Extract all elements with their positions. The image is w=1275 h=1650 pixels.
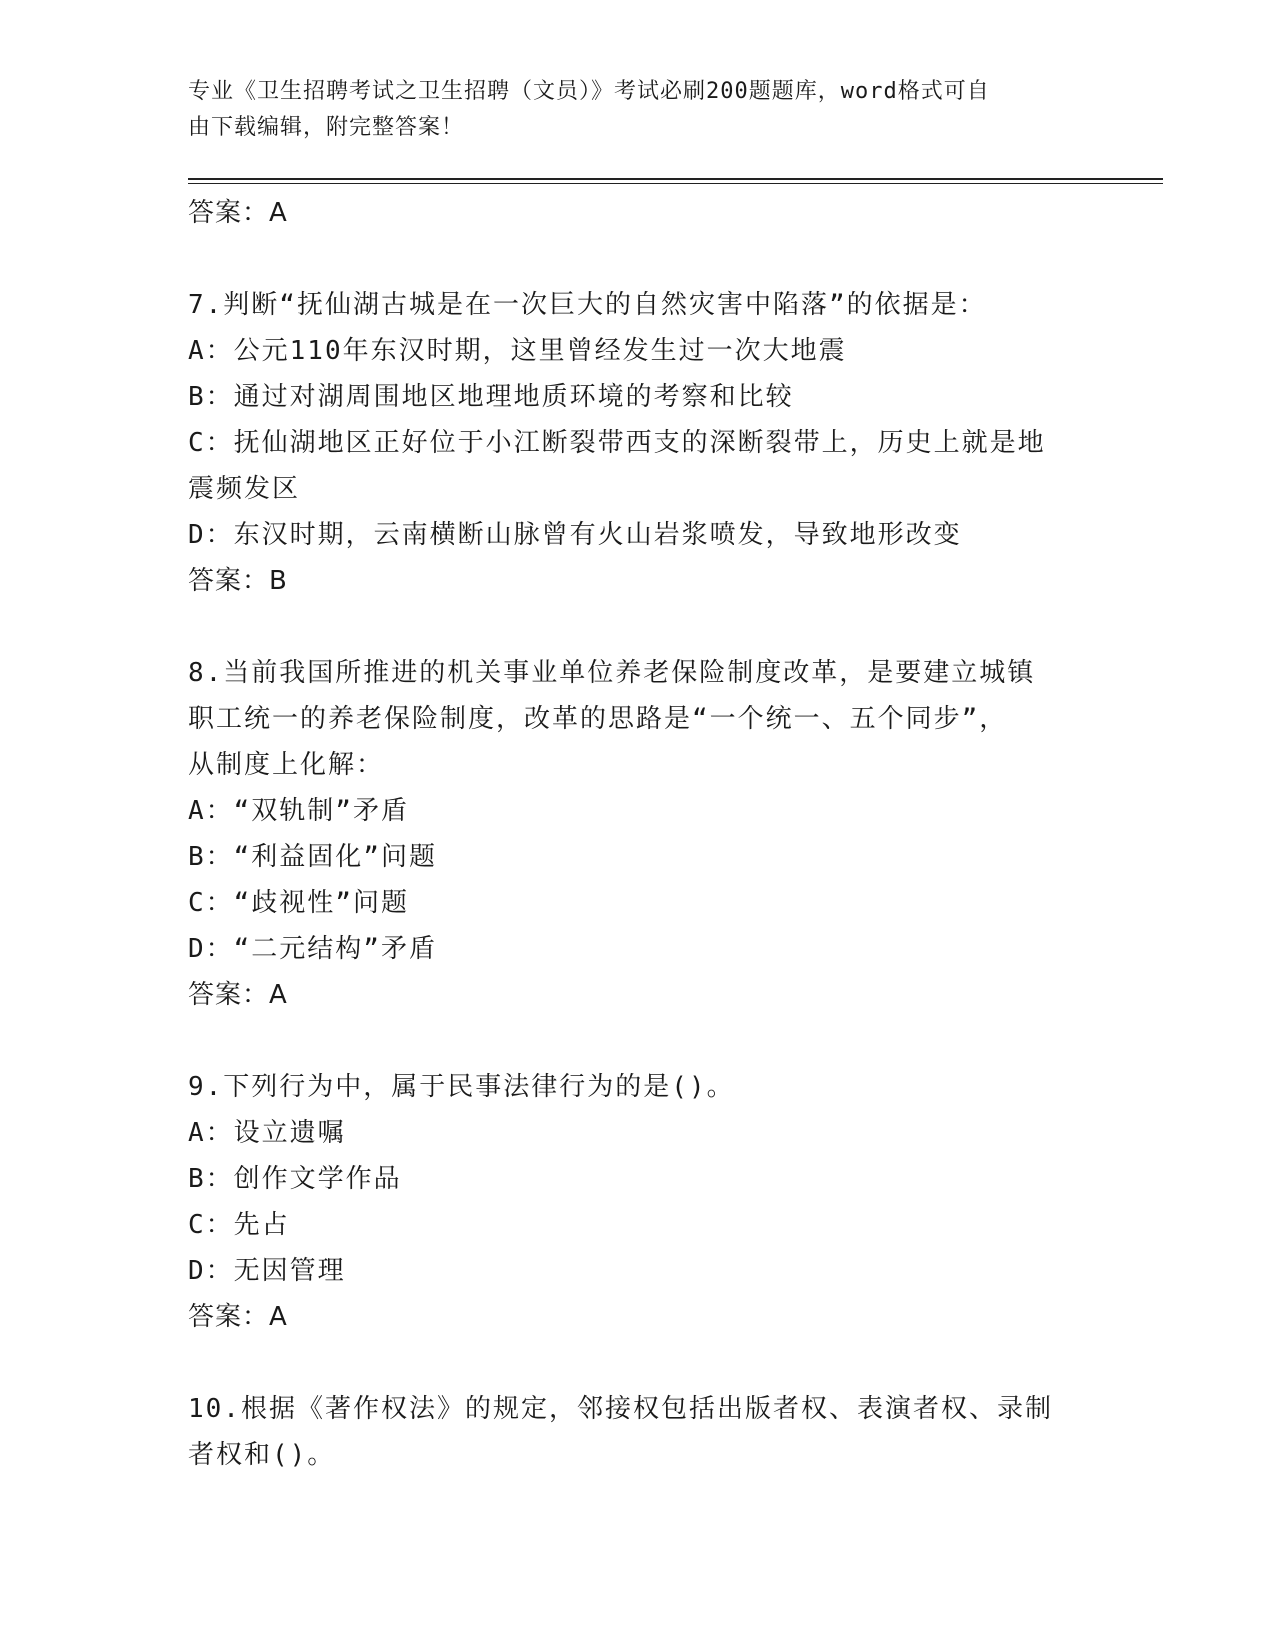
document-header (188, 74, 1068, 146)
answer: 答案：B (188, 566, 288, 596)
question-9 (188, 1064, 1088, 1340)
question-stem-continued: 职工统一的养老保险制度，改革的思路是“一个统一、五个同步”， (188, 704, 1008, 734)
answer: 答案：A (188, 1302, 288, 1332)
header-line-2: 由下载编辑，附完整答案！ (188, 115, 465, 140)
option-b: B：“利益固化”问题 (188, 842, 437, 872)
question-stem: 9.下列行为中，属于民事法律行为的是()。 (188, 1072, 735, 1102)
option-c: C：“歧视性”问题 (188, 888, 409, 918)
option-c: C：抚仙湖地区正好位于小江断裂带西支的深断裂带上，历史上就是地 (188, 428, 1046, 458)
option-a: A：“双轨制”矛盾 (188, 796, 409, 826)
question-7 (188, 282, 1088, 604)
question-stem-continued: 从制度上化解： (188, 750, 385, 780)
question-8 (188, 650, 1088, 1018)
header-divider (188, 178, 1163, 184)
option-a: A：公元110年东汉时期，这里曾经发生过一次大地震 (188, 336, 847, 366)
question-stem: 7.判断“抚仙湖古城是在一次巨大的自然灾害中陷落”的依据是： (188, 290, 987, 320)
answer: 答案：A (188, 980, 288, 1010)
option-b: B：创作文学作品 (188, 1164, 402, 1194)
header-line-1: 专业《卫生招聘考试之卫生招聘（文员）》考试必刷200题题库，word格式可自 (188, 79, 990, 104)
question-content (188, 190, 1088, 1478)
question-stem: 8.当前我国所推进的机关事业单位养老保险制度改革，是要建立城镇 (188, 658, 1036, 688)
option-d: D：东汉时期，云南横断山脉曾有火山岩浆喷发，导致地形改变 (188, 520, 962, 550)
option-b: B：通过对湖周围地区地理地质环境的考察和比较 (188, 382, 794, 412)
question-10 (188, 1386, 1088, 1478)
question-stem-continued: 者权和()。 (188, 1440, 336, 1470)
previous-answer: 答案：A (188, 198, 288, 228)
question-stem: 10.根据《著作权法》的规定，邻接权包括出版者权、表演者权、录制 (188, 1394, 1053, 1424)
option-d: D：无因管理 (188, 1256, 346, 1286)
option-a: A：设立遗嘱 (188, 1118, 346, 1148)
option-d: D：“二元结构”矛盾 (188, 934, 437, 964)
option-c-continued: 震频发区 (188, 474, 301, 504)
option-c: C：先占 (188, 1210, 290, 1240)
